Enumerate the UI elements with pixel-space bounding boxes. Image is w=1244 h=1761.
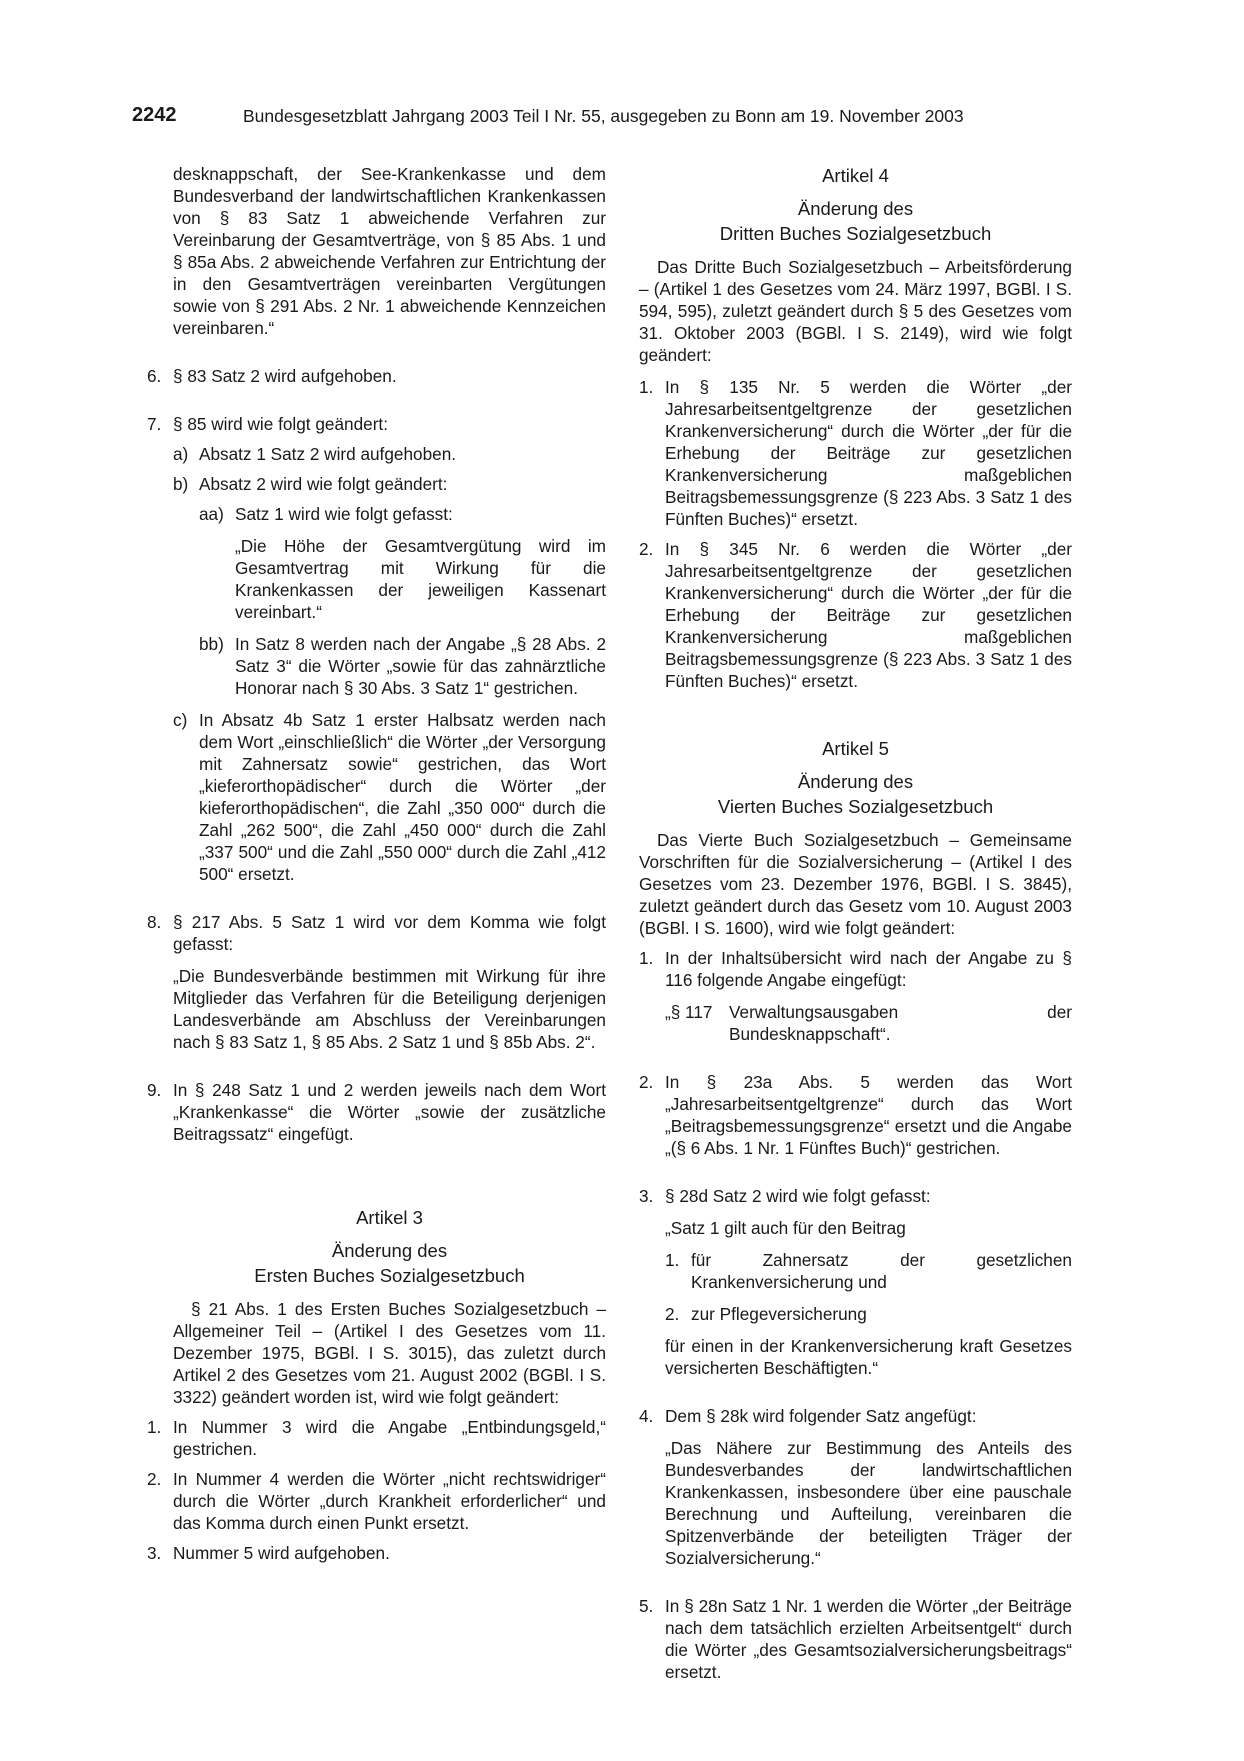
running-title: Bundesgesetzblatt Jahrgang 2003 Teil I Nr. 55, ausgegeben zu Bonn am 19. November 2003 [243, 106, 964, 126]
item-number: 9. [147, 1080, 162, 1100]
item-text: In der Inhaltsübersicht wird nach der Angabe zu § 116 folgende Angabe eingefügt: [665, 948, 1072, 990]
item-letter: b) [173, 474, 189, 494]
item-letter: aa) [199, 504, 224, 524]
list-item-7a [173, 443, 606, 465]
list-item-2 [639, 1071, 1072, 1159]
list-item-7b [173, 473, 606, 495]
article-intro: Das Vierte Buch Sozialgesetzbuch – Gemeinsame Vorschriften für die Sozialversicherung – (Artikel I des Gesetzes vom 23. Dezember 1976, BGBl. I S. 3845), zuletzt geändert durch das Gesetz vom 10. August 2003 (BGBl. I S. 1600), wird wie folgt geändert: [639, 830, 1072, 938]
article-intro: § 21 Abs. 1 des Ersten Buches Sozialgesetzbuch – Allgemeiner Teil – (Artikel I des Gesetzes vom 11. Dezember 1975, BGBl. I S. 3015), das zuletzt durch Artikel 2 des Gesetzes vom 21. August 2002 (BGBl. I S. 3322) geändert worden ist, wird wie folgt geändert: [173, 1299, 606, 1407]
item-text: § 85 wird wie folgt geändert: [173, 414, 388, 434]
list-item-1 [639, 947, 1072, 1045]
list-item-7 [147, 413, 606, 435]
article-title: Vierten Buches Sozialgesetzbuch [717, 796, 994, 817]
list-item [147, 1468, 606, 1534]
item-number: 2. [639, 1072, 654, 1092]
item-number: 1. [639, 948, 654, 968]
item-number: 2. [665, 1304, 680, 1324]
list-item-4 [639, 1405, 1072, 1569]
item-number: 6. [147, 366, 162, 386]
list-item-3 [639, 1185, 1072, 1379]
item-number: 4. [639, 1406, 654, 1426]
list-item-7b-bb [199, 633, 606, 699]
item-text: In § 23a Abs. 5 werden das Wort „Jahresarbeitsentgeltgrenze“ durch das Wort „Beitragsbemessungsgrenze“ ersetzt und die Angabe „(§ 6 Abs. 1 Nr. 1 Fünftes Buch)“ gestrichen. [665, 1072, 1072, 1158]
item-number: 7. [147, 414, 162, 434]
sub-list-item [665, 1303, 1072, 1325]
item-number: 3. [639, 1186, 654, 1206]
article-title: Änderung des [797, 771, 914, 792]
item-text: § 28d Satz 2 wird wie folgt gefasst: [665, 1186, 931, 1206]
item-letter: c) [173, 710, 188, 730]
page-number: 2242 [132, 104, 177, 126]
item-text: In Nummer 4 werden die Wörter „nicht rechtswidriger“ durch die Wörter „durch Krankheit erforderlicher“ und das Komma durch einen Punkt ersetzt. [173, 1469, 606, 1533]
item-letter: a) [173, 444, 189, 464]
quote-text: für einen in der Krankenversicherung kraft Gesetzes versicherten Beschäftigten.“ [665, 1336, 1072, 1378]
item-number: 2. [147, 1469, 162, 1489]
item-text: Absatz 1 Satz 2 wird aufgehoben. [199, 444, 457, 464]
sub-list-item [665, 1249, 1072, 1293]
item-text: Satz 1 wird wie folgt gefasst: [235, 504, 453, 524]
article-4-heading-block [639, 163, 1072, 246]
article-heading: Artikel 3 [356, 1207, 423, 1228]
list-item-5 [639, 1595, 1072, 1683]
item-number: 5. [639, 1596, 654, 1616]
item-number: 8. [147, 912, 162, 932]
item-number: 3. [147, 1543, 162, 1563]
list-item [147, 1416, 606, 1460]
list-item [147, 1542, 606, 1564]
item-text: Absatz 2 wird wie folgt geändert: [199, 474, 448, 494]
list-item-7b-aa [199, 503, 606, 623]
item-text: zur Pflegeversicherung [691, 1304, 867, 1324]
item-text: Nummer 5 wird aufgehoben. [173, 1543, 390, 1563]
item-number: 1. [639, 377, 654, 397]
continued-text: desknappschaft, der See-Krankenkasse und dem Bundesverband der landwirtschaftlichen Krankenkassen von § 83 Satz 1 abweichende Verfahren zur Vereinbarung der Gesamtverträge, von § 85 Abs. 1 und § 85a Abs. 2 abweichende Verfahren zur Entrichtung der in den Gesamtverträgen vereinbarten Vergütungen sowie von § 291 Abs. 2 Nr. 1 abweichende Kennzeichen vereinbaren.“ [173, 164, 606, 338]
quote-label: „§ 117 [665, 1002, 713, 1022]
list-item-9 [147, 1079, 606, 1145]
item-text: § 217 Abs. 5 Satz 1 wird vor dem Komma wie folgt gefasst: [173, 912, 606, 954]
article-3-heading-block [173, 1205, 606, 1288]
quote-text: „Satz 1 gilt auch für den Beitrag [665, 1218, 906, 1238]
quote-text: „Das Nähere zur Bestimmung des Anteils des Bundesverbandes der landwirtschaftlichen Krankenkassen, insbesondere über eine pauschale Berechnung und Aufteilung, vereinbaren die Spitzenverbände der beteiligten Träger der Sozialversicherung.“ [665, 1438, 1072, 1568]
item-text: Dem § 28k wird folgender Satz angefügt: [665, 1406, 977, 1426]
list-item-8 [147, 911, 606, 1053]
item-text: In § 28n Satz 1 Nr. 1 werden die Wörter „der Beiträge nach dem tatsächlich erzielten Arbeitsentgelt“ durch die Wörter „des Gesamtsozialversicherungsbeitrags“ ersetzt. [665, 1596, 1072, 1682]
article-5-heading-block [639, 736, 1072, 819]
list-item-6 [147, 365, 606, 387]
item-text: In Nummer 3 wird die Angabe „Entbindungsgeld,“ gestrichen. [173, 1417, 606, 1459]
sublist-7b [173, 503, 606, 699]
quote-entry [665, 1001, 1072, 1045]
quote-text: „Die Bundesverbände bestimmen mit Wirkung für ihre Mitglieder das Verfahren für die Beteiligung derjenigen Landesverbände am Abschluss der Vereinbarungen nach § 83 Satz 1, § 85 Abs. 2 Satz 1 und § 85b Abs. 2“. [173, 966, 606, 1052]
list-item [639, 538, 1072, 692]
list-item-7c [173, 709, 606, 885]
item-number: 1. [665, 1250, 680, 1270]
article-heading: Artikel 4 [822, 165, 889, 186]
page-header [132, 104, 1012, 130]
item-text: § 83 Satz 2 wird aufgehoben. [173, 366, 397, 386]
item-text: In Satz 8 werden nach der Angabe „§ 28 Abs. 2 Satz 3“ die Wörter „sowie für das zahnärztliche Honorar nach § 30 Abs. 3 Satz 1“ gestrichen. [235, 634, 606, 698]
article-title: Änderung des [797, 198, 914, 219]
left-column [147, 163, 606, 1564]
article-title: Änderung des [331, 1240, 448, 1261]
item-letter: bb) [199, 634, 224, 654]
list-item [639, 376, 1072, 530]
item-number: 1. [147, 1417, 162, 1437]
item-number: 2. [639, 539, 654, 559]
article-title: Dritten Buches Sozialgesetzbuch [719, 223, 992, 244]
item-text: In § 248 Satz 1 und 2 werden jeweils nach dem Wort „Krankenkasse“ die Wörter „sowie der zusätzliche Beitragssatz“ eingefügt. [173, 1080, 606, 1144]
quote-text: Verwaltungsausgaben der Bundesknappschaft“. [729, 1002, 1072, 1044]
article-heading: Artikel 5 [822, 738, 889, 759]
item-text: In § 345 Nr. 6 werden die Wörter „der Jahresarbeitsentgeltgrenze der gesetzlichen Krankenversicherung“ durch die Wörter „der für die Erhebung der Beiträge zur gesetzlichen Krankenversicherung maßgeblichen Beitragsbemessungsgrenze (§ 223 Abs. 3 Satz 1 des Fünften Buches)“ ersetzt. [665, 539, 1072, 691]
right-column [639, 163, 1072, 1683]
article-title: Ersten Buches Sozialgesetzbuch [254, 1265, 525, 1286]
article-intro: Das Dritte Buch Sozialgesetzbuch – Arbeitsförderung – (Artikel 1 des Gesetzes vom 24. März 1997, BGBl. I S. 594, 595), zuletzt geändert durch § 5 des Gesetzes vom 31. Oktober 2003 (BGBl. I S. 2149), wird wie folgt geändert: [639, 257, 1072, 365]
item-text: für Zahnersatz der gesetzlichen Krankenversicherung und [691, 1250, 1072, 1292]
item-text: In Absatz 4b Satz 1 erster Halbsatz werden nach dem Wort „einschließlich“ die Wörter „der Versorgung mit Zahnersatz sowie“ gestrichen, das Wort „kieferorthopädischer“ durch die Wörter „der kieferorthopädischen“, die Zahl „350 000“ durch die Zahl „262 500“, die Zahl „450 000“ durch die Zahl „337 500“ und die Zahl „550 000“ durch die Zahl „412 500“ ersetzt. [199, 710, 606, 884]
item-text: In § 135 Nr. 5 werden die Wörter „der Jahresarbeitsentgeltgrenze der gesetzlichen Krankenversicherung“ durch die Wörter „der für die Erhebung der Beiträge zur gesetzlichen Krankenversicherung maßgeblichen Beitragsbemessungsgrenze (§ 223 Abs. 3 Satz 1 des Fünften Buches)“ ersetzt. [665, 377, 1072, 529]
quote-text: „Die Höhe der Gesamtvergütung wird im Gesamtvertrag mit Wirkung für die Krankenkassen der jeweiligen Kassenart vereinbart.“ [235, 536, 606, 622]
